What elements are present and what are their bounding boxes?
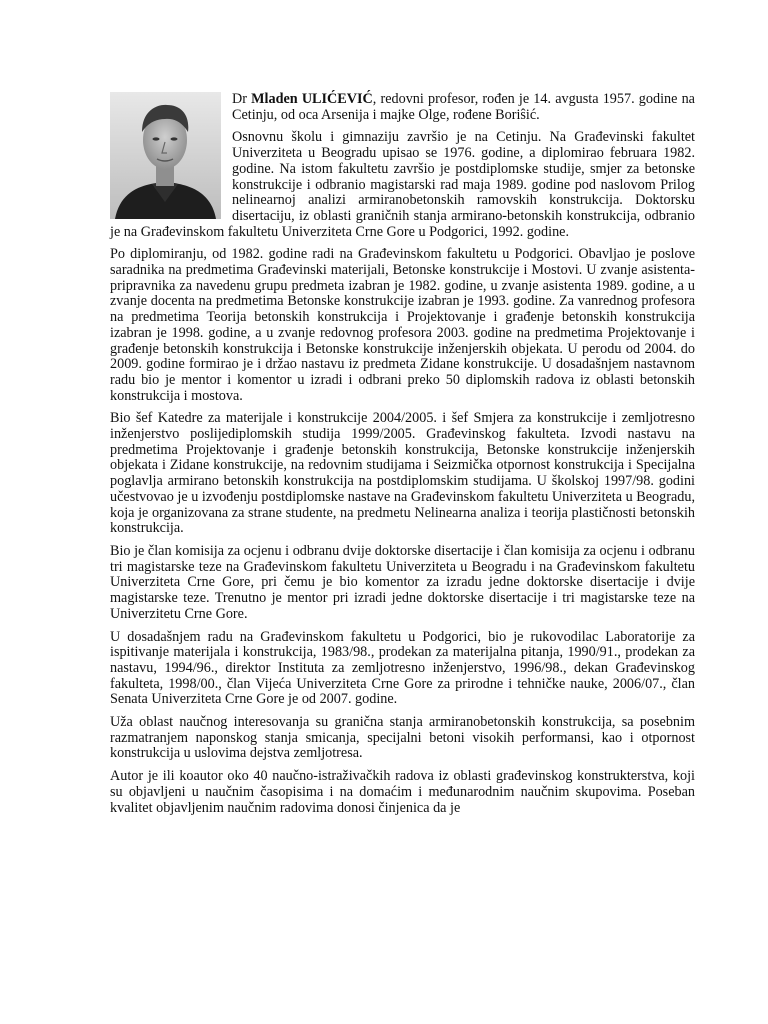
- paragraph-positions: U dosadašnjem radu na Građevinskom fakultetu u Podgorici, bio je rukovodilac Laboratorije za ispitivanje materijala i konstrukcija, 1983/98., prodekan za materijalna pitanja, 1990/91., prodekan za nastavu, 1994/96., direktor Instituta za zemljotresno inženjerstvo, 1996/98., dekan Građevinskog fakulteta, 1998/00., član Vijeća Univerziteta Crne Gore za prirodne i tehničke nauke, 2006/07., član Senata Univerziteta Crne Gore je od 2007. godine.: [110, 628, 695, 708]
- paragraph-career: Po diplomiranju, od 1982. godine radi na Građevinskom fakultetu u Podgorici. Obavljao je poslove saradnika na predmetima Građevinski materijali, Betonske konstrukcije i Mostovi. U zvanje asistenta-pripravnika za navedenu grupu predmeta izabran je 1982. godine, u zvanje asistenta 1989. godine, a u zvanje docenta na predmetima Betonske konstrukcije izabran je 1993. godine. Za vanrednog profesora na predmetima Teorija betonskih konstrukcija i Projektovanje i građenje betonskih konstrukcija izabran je 1998. godine, a u zvanje redovnog profesora 2003. godine na predmetima Projektovanje i građenje betonskih konstrukcija i Betonske konstrukcije inženjerskih objekata. U perodu od 2004. do 2009. godine formirao je i držao nastavu iz predmeta Zidane konstrukcije. U dosadašnjem nastavnom radu bio je mentor i komentor u izradi i odbrani preko 50 diplomskih radova iz oblasti betonskih konstrukcija i mostova.: [110, 246, 695, 404]
- portrait-photo: [110, 92, 221, 219]
- intro-text: , redovni profesor, rođen je 14. avgusta 1957. godine na Cetinju, od oca Arsenija i majke Olge, rođene Boriŝić.: [232, 91, 695, 123]
- paragraph-education: Osnovnu školu i gimnaziju završio je na Cetinju. Na Građevinski fakultet Univerziteta u Beogradu upisao se 1976. godine, a diplomirao februara 1982. godine. Na istom fakultetu završio je postdiplomske studije, smjer za betonske konstrukcije i odbranio magistarski rad maja 1989. godine pod naslovom Prilog nelinearnoj analizi armiranobetonskih ramovskih konstrukcija. Doktorsku disertaciju, iz oblasti graničnih stanja armirano-betonskih konstrukcija, odbranio je na Građevinskom fakultetu Univerziteta Crne Gore u Podgorici, 1992. godine.: [110, 129, 695, 240]
- paragraph-teaching: Bio šef Katedre za materijale i konstrukcije 2004/2005. i šef Smjera za konstrukcije i zemljotresno inženjerstvo poslijediplomskih studija 1999/2005. Građevinskog fakulteta. Izvodi nastavu na predmetima Projektovanje i građenje betonskih konstrukcija, Betonske konstrukcije inženjerskih objekata i Zidane konstrukcije, na redovnim studijama i Seizmička otpornost konstrukcija i Specijalna poglavlja armirano betonskih konstrukcija na postdiplomskim studijama. U školskoj 1997/98. godini učestvovao je u izvođenju postdiplomske nastave na Građevinskom fakultetu Univerziteta u Beogradu, koja je organizovana za strane studente, na predmetu Nelinearna analiza i teorija plastičnosti betonskih konstrukcija.: [110, 410, 695, 537]
- paragraph-commissions: Bio je član komisija za ocjenu i odbranu dvije doktorske disertacije i član komisija za ocjenu i odbranu tri magistarske teze na Građevinskom fakultetu Univerziteta u Beogradu i na Građevinskom fakultetu Univerziteta Crne Gore, pri čemu je bio komentor za izradu jedne doktorske disertacije i dvije magistarske teze. Trenutno je mentor pri izradi jedne doktorske disertacije i tri magistarske teze na Univerzitetu Crne Gore.: [110, 542, 695, 622]
- paragraph-publications: Autor je ili koautor oko 40 naučno-istraživačkih radova iz oblasti građevinskog konstrukterstva, koji su objavljeni u naučnim časopisima i na domaćim i međunarodnim naučnim skupovima. Poseban kvalitet objavljenim naučnim radovima donosi činjenica da je: [110, 768, 695, 816]
- intro-prefix: Dr: [232, 91, 252, 107]
- professor-name: Mladen ULIĆEVIĆ: [251, 91, 373, 107]
- document-body: [110, 92, 695, 823]
- paragraph-research-interest: Uža oblast naučnog interesovanja su granična stanja armiranobetonskih konstrukcija, sa posebnim razmatranjem naponskog stanja smicanja, specijalni betoni visokih performansi, kao i otpornost konstrukcija u uslovima dejstva zemljotresa.: [110, 714, 695, 762]
- portrait-image: [110, 92, 221, 219]
